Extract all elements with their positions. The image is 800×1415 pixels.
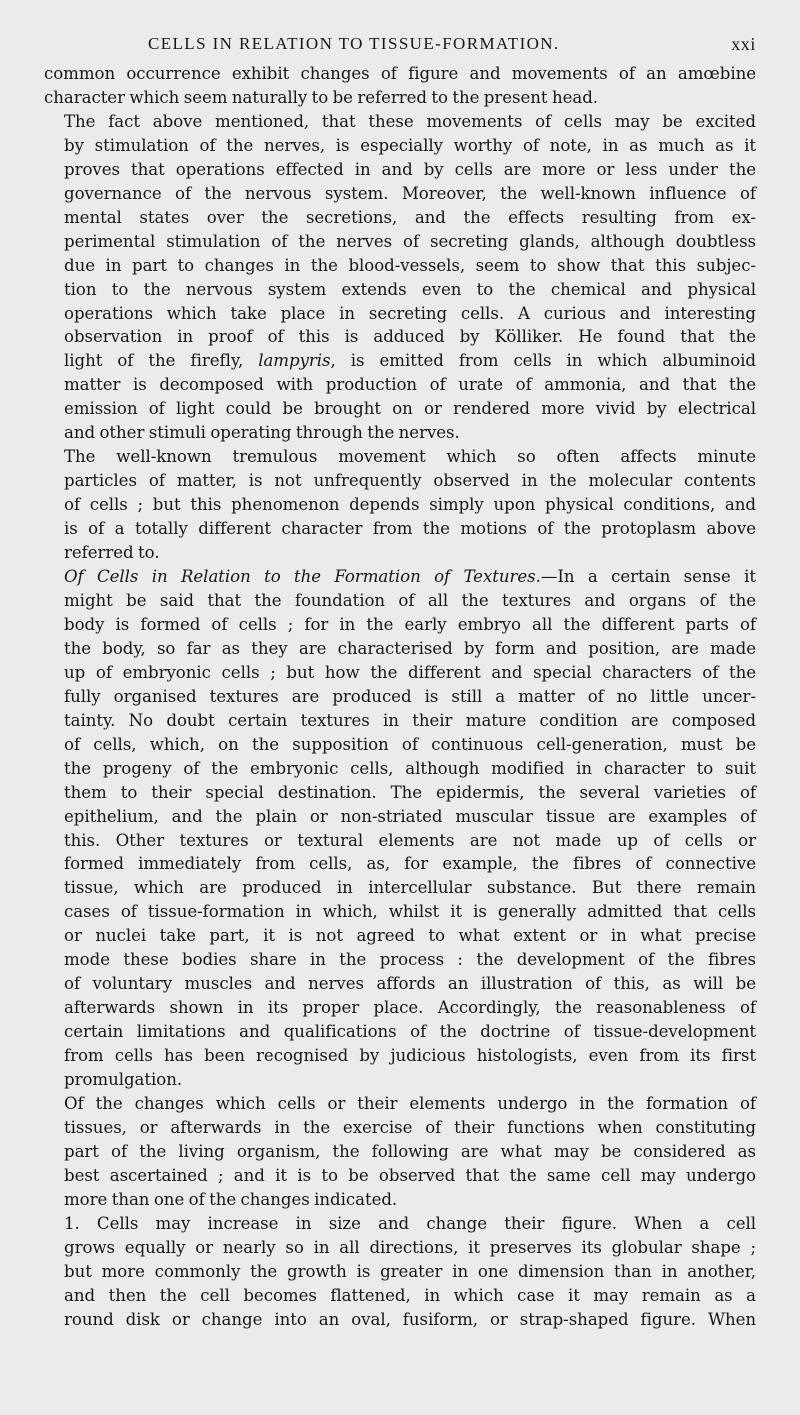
text-line: cases of tissue-formation in which, whilst it is generally admitted that cells (64, 902, 756, 922)
text-line: fully organised textures are produced is still a matter of no little uncer- (64, 686, 756, 706)
text-line: or nuclei take part, it is not agreed to what extent or in what precise (64, 926, 756, 946)
text-line: and other stimuli operating through the nerves. (64, 423, 460, 443)
text-line: particles of matter, is not unfrequently observed in the molecular contents (64, 471, 756, 491)
text-line: emission of light could be brought on or rendered more vivid by electrical (64, 399, 756, 419)
text-line: proves that operations effected in and by cells are more or less under the (64, 159, 756, 179)
italic-text: Of Cells in Relation to the Formation of Textures. (64, 567, 541, 587)
text-line: more than one of the changes indicated. (64, 1189, 398, 1209)
text-line: light of the firefly, lampyris, is emitted from cells in which albuminoid (64, 351, 756, 371)
page-number: xxi (731, 34, 756, 54)
text-line: best ascertained ; and it is to be observed that the same cell may undergo (64, 1165, 756, 1185)
text-line: observation in proof of this is adduced by Kölliker. He found that the (64, 327, 756, 347)
text-line: character which seem naturally to be referred to the present head. (44, 87, 598, 107)
text-line: referred to. (64, 543, 160, 563)
text-line: Of the changes which cells or their elements undergo in the formation of (64, 1093, 756, 1113)
text-line: The well-known tremulous movement which so often affects minute (64, 447, 756, 467)
body-text (44, 62, 756, 1332)
text-line: promulgation. (64, 1070, 183, 1090)
text-line: matter is decomposed with production of urate of ammonia, and that the (64, 375, 756, 395)
text-line: epithelium, and the plain or non-striated muscular tissue are examples of (64, 806, 756, 826)
text-line: tissues, or afterwards in the exercise of their functions when constituting (64, 1117, 756, 1137)
text-line: grows equally or nearly so in all directions, it preserves its globular shape ; (64, 1237, 756, 1257)
text-line: from cells has been recognised by judicious histologists, even from its first (64, 1046, 756, 1066)
paragraph (44, 1092, 756, 1212)
paragraph (44, 110, 756, 445)
text-line: by stimulation of the nerves, is especially worthy of note, in as much as it (64, 135, 756, 155)
text-line: and then the cell becomes flattened, in which case it may remain as a (64, 1285, 756, 1305)
text-line: the body, so far as they are characterised by form and position, are made (64, 638, 756, 658)
text-line: mode these bodies share in the process : the development of the fibres (64, 950, 756, 970)
text-line: the progeny of the embryonic cells, although modified in character to suit (64, 758, 756, 778)
running-head (44, 26, 756, 62)
text-line: Of Cells in Relation to the Formation of Textures.—In a certain sense it (64, 567, 757, 587)
text-line: them to their special destination. The epidermis, the several varieties of (64, 782, 756, 802)
text-line: certain limitations and qualifications of the doctrine of tissue-development (64, 1022, 756, 1042)
text-line: of voluntary muscles and nerves affords an illustration of this, as will be (64, 974, 756, 994)
text-line: round disk or change into an oval, fusiform, or strap-shaped figure. When (64, 1309, 756, 1329)
paragraph (44, 1212, 756, 1332)
text-line: this. Other textures or textural elements are not made up of cells or (64, 830, 756, 850)
text-line: tainty. No doubt certain textures in their mature condition are composed (64, 710, 756, 730)
text-line: but more commonly the growth is greater in one dimension than in another, (64, 1261, 756, 1281)
text-line: tissue, which are produced in intercellular substance. But there remain (64, 878, 756, 898)
text-line: of cells, which, on the supposition of continuous cell-generation, must be (64, 734, 756, 754)
paragraph (44, 445, 756, 565)
text-line: is of a totally different character from the motions of the protoplasm above (64, 519, 756, 539)
text-line: 1. Cells may increase in size and change their figure. When a cell (64, 1213, 756, 1233)
text-line: common occurrence exhibit changes of figure and movements of an amœbine (44, 64, 756, 83)
paragraph (44, 62, 756, 110)
running-title: CELLS IN RELATION TO TISSUE-FORMATION. (148, 34, 560, 53)
text-line: The fact above mentioned, that these movements of cells may be excited (64, 111, 756, 131)
text-line: part of the living organism, the following are what may be considered as (64, 1141, 756, 1161)
text-line: afterwards shown in its proper place. Accordingly, the reasonableness of (64, 998, 756, 1018)
text-line: governance of the nervous system. Moreover, the well-known influence of (64, 183, 756, 203)
text-line: might be said that the foundation of all the textures and organs of the (64, 590, 756, 610)
text-line: of cells ; but this phenomenon depends simply upon physical conditions, and (64, 495, 756, 515)
text-line: body is formed of cells ; for in the early embryo all the different parts of (64, 614, 756, 634)
text-line: tion to the nervous system extends even to the chemical and physical (64, 279, 756, 299)
text-line: operations which take place in secreting cells. A curious and interesting (64, 303, 756, 323)
text-line: due in part to changes in the blood-vessels, seem to show that this subjec- (64, 255, 756, 275)
paragraph (44, 565, 756, 1092)
italic-text: lampyris (258, 351, 331, 371)
text-line: mental states over the secretions, and the effects resulting from ex- (64, 207, 756, 227)
text-line: up of embryonic cells ; but how the different and special characters of the (64, 662, 756, 682)
text-line: perimental stimulation of the nerves of secreting glands, although doubtless (64, 231, 756, 251)
text-line: formed immediately from cells, as, for example, the fibres of connective (64, 854, 756, 874)
